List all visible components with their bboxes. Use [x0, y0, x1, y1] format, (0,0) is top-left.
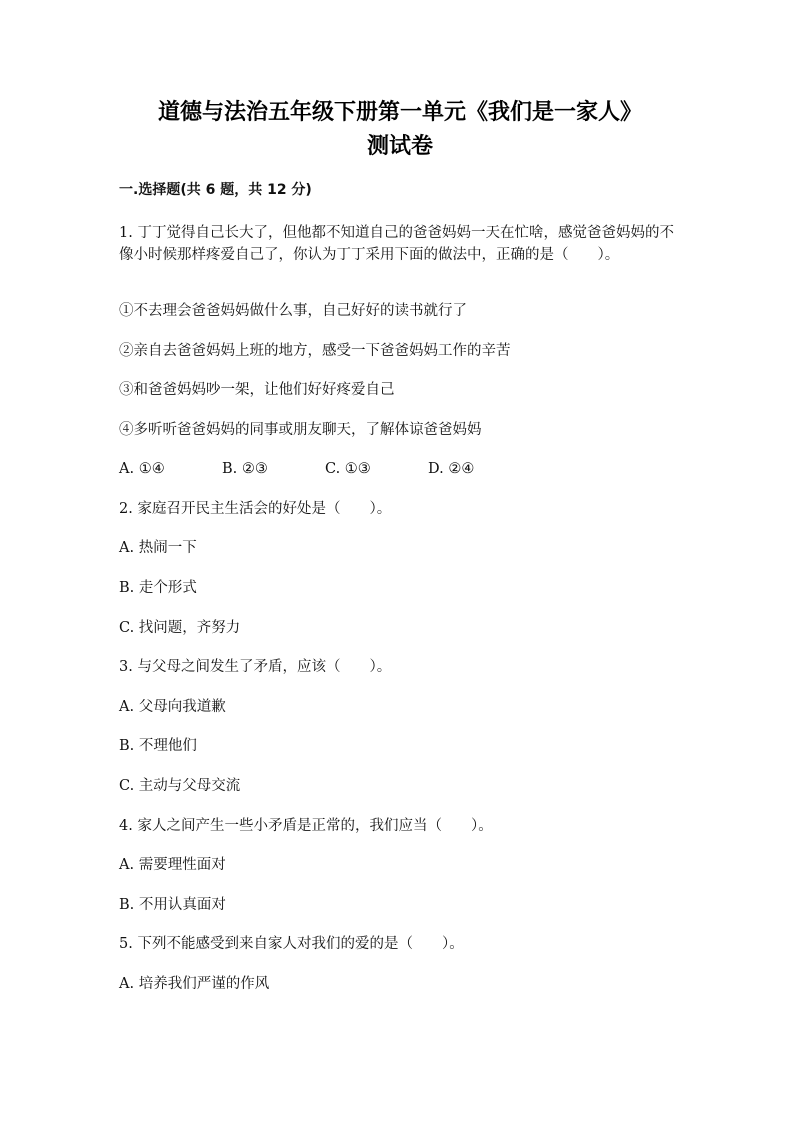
section-heading: 一.选择题(共 6 题，共 12 分) — [119, 182, 312, 198]
question-1-options — [119, 458, 531, 480]
question-4-option-b: B. 不用认真面对 — [119, 897, 226, 913]
question-2-option-b: B. 走个形式 — [119, 580, 197, 596]
question-3-option-a: A. 父母向我道歉 — [119, 699, 226, 715]
question-1-option-c: C. ①③ — [325, 461, 371, 477]
question-1-option-a: A. ①④ — [119, 461, 165, 477]
question-1-item-3: ③和爸爸妈妈吵一架，让他们好好疼爱自己 — [119, 382, 395, 398]
question-3-option-c: C. 主动与父母交流 — [119, 778, 241, 794]
question-1-item-2: ②亲自去爸爸妈妈上班的地方，感受一下爸爸妈妈工作的辛苦 — [119, 343, 511, 359]
question-2-option-c: C. 找问题，齐努力 — [119, 620, 241, 636]
question-4-option-a: A. 需要理性面对 — [119, 857, 226, 873]
question-5-stem: 5. 下列不能感受到来自家人对我们的爱的是（ ）。 — [119, 936, 464, 952]
question-3-stem: 3. 与父母之间发生了矛盾，应该（ ）。 — [119, 659, 392, 675]
question-5-option-a: A. 培养我们严谨的作风 — [119, 976, 270, 992]
question-1-stem: 1. 丁丁觉得自己长大了，但他都不知道自己的爸爸妈妈一天在忙啥，感觉爸爸妈妈的不像小时候那样疼爱自己了，你认为丁丁采用下面的做法中，正确的是（ ）。 — [119, 225, 674, 263]
question-1-item-4: ④多听听爸爸妈妈的同事或朋友聊天，了解体谅爸爸妈妈 — [119, 422, 482, 438]
question-3-option-b: B. 不理他们 — [119, 738, 197, 754]
question-2-stem: 2. 家庭召开民主生活会的好处是（ ）。 — [119, 501, 392, 517]
document-title — [0, 96, 800, 164]
question-2-option-a: A. 热闹一下 — [119, 540, 197, 556]
question-1-option-d: D. ②④ — [428, 461, 475, 477]
question-1-option-b: B. ②③ — [222, 461, 268, 477]
title-line-2: 测试卷 — [366, 134, 433, 159]
question-4-stem: 4. 家人之间产生一些小矛盾是正常的，我们应当（ ）。 — [119, 818, 493, 834]
title-line-1: 道德与法治五年级下册第一单元《我们是一家人》 — [157, 100, 642, 125]
question-1-item-1: ①不去理会爸爸妈妈做什么事，自己好好的读书就行了 — [119, 303, 467, 319]
